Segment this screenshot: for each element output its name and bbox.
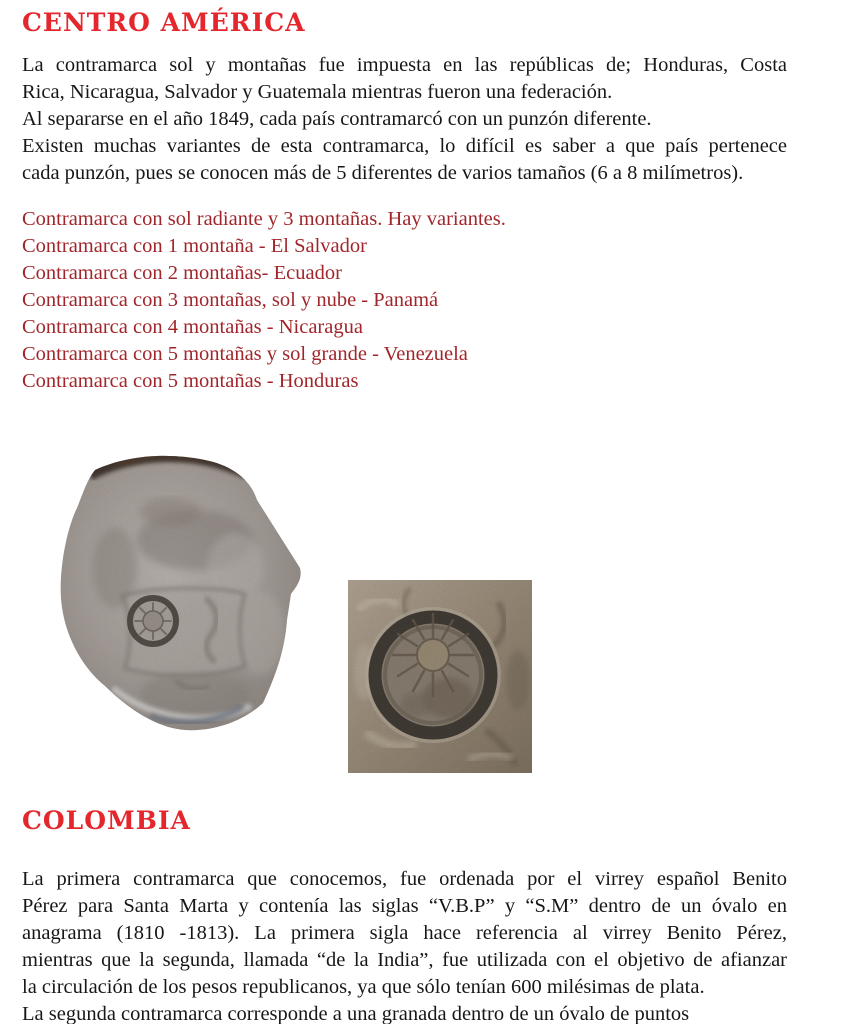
countermark-closeup-photo [348,580,532,773]
text-line: Al separarse en el año 1849, cada país contramarcó con un punzón diferente. [22,108,652,130]
text-line: Existen muchas variantes de esta contramarca, lo difícil es saber a que país pertenece [22,135,787,157]
text-line: Pérez para Santa Marta y contenía las siglas “V.B.P” y “S.M” dentro de un óvalo en [22,895,787,917]
intro-paragraph [22,52,787,187]
variant-line: Contramarca con 5 montañas - Honduras [22,370,359,392]
coin-photo-cob-with-countermark [55,448,305,738]
text-line: cada punzón, pues se conocen más de 5 diferentes de varios tamaños (6 a 8 milímetros). [22,162,744,184]
text-line: mientras que la segunda, llamada “de la India”, fue utilizada con el objetivo de afianzar [22,949,787,971]
section-title-colombia: COLOMBIA [22,806,191,835]
text-line: la circulación de los pesos republicanos, ya que sólo tenían 600 milésimas de plata. [22,976,705,998]
text-line: anagrama (1810 -1813). La primera sigla hace referencia al virrey Benito Pérez, [22,922,787,944]
section-title-centro-america: CENTRO AMÉRICA [22,8,306,37]
variant-line: Contramarca con 1 montaña - El Salvador [22,235,367,257]
variant-line: Contramarca con 3 montañas, sol y nube - Panamá [22,289,439,311]
variant-line: Contramarca con 4 montañas - Nicaragua [22,316,363,338]
text-line: La segunda contramarca corresponde a una granada dentro de un óvalo de puntos [22,1003,690,1024]
variant-line: Contramarca con 5 montañas y sol grande - Venezuela [22,343,468,365]
text-line: La primera contramarca que conocemos, fue ordenada por el virrey español Benito [22,868,787,890]
text-line: La contramarca sol y montañas fue impuesta en las repúblicas de; Honduras, Costa [22,54,787,76]
colombia-paragraph [22,866,787,1024]
variant-line: Contramarca con 2 montañas- Ecuador [22,262,342,284]
text-line: Rica, Nicaragua, Salvador y Guatemala mientras fueron una federación. [22,81,613,103]
countermark-variant-list [22,206,787,395]
variant-line: Contramarca con sol radiante y 3 montañas. Hay variantes. [22,208,506,230]
